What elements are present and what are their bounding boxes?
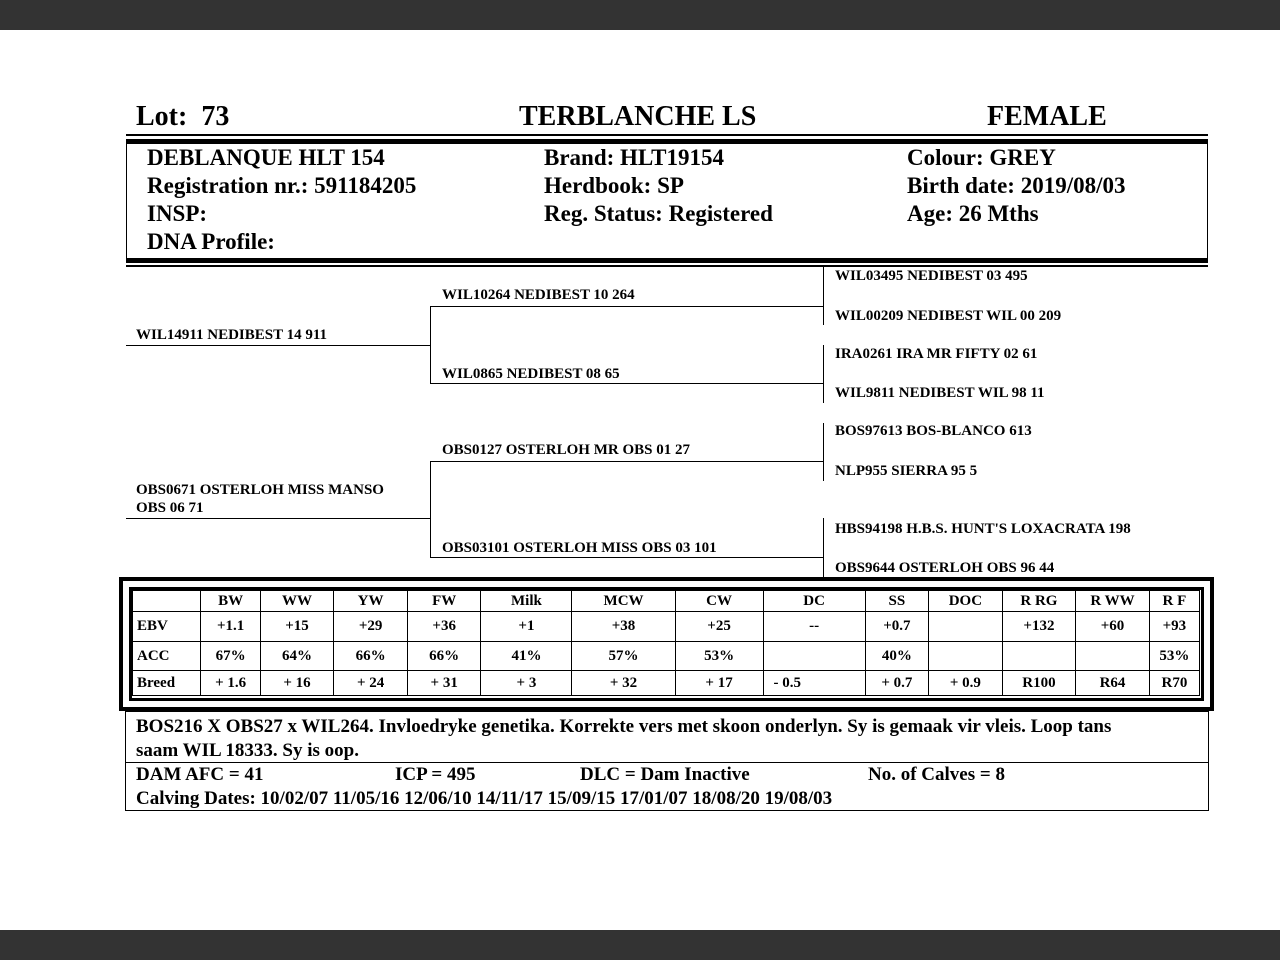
- sd-line: [430, 383, 823, 384]
- header-rule-thin: [126, 134, 1208, 136]
- info-box-left-border: [126, 139, 127, 259]
- breed-cell: + 17: [675, 671, 763, 696]
- breed-cell: + 24: [334, 671, 408, 696]
- ebv-cell: --: [763, 612, 865, 642]
- pedigree-rule-thick: [126, 258, 1208, 263]
- ebv-header-cell: WW: [260, 591, 334, 612]
- insp-label: INSP:: [147, 201, 208, 226]
- ebv-cell: +0.7: [865, 612, 928, 642]
- breed-cell: + 0.9: [929, 671, 1003, 696]
- pedigree-dam-code: OBS 06 71: [136, 500, 204, 516]
- ebv-header-cell: Milk: [481, 591, 572, 612]
- pedigree-dds: HBS94198 H.B.S. HUNT'S LOXACRATA 198: [835, 521, 1131, 537]
- sex-label: FEMALE: [987, 101, 1107, 132]
- acc-cell: 67%: [201, 642, 260, 671]
- colour: Colour: GREY: [907, 145, 1056, 170]
- acc-cell: 66%: [407, 642, 481, 671]
- acc-cell: [763, 642, 865, 671]
- ebv-cell: +1.1: [201, 612, 260, 642]
- pedigree-dam-dam: OBS03101 OSTERLOH MISS OBS 03 101: [442, 540, 717, 556]
- ebv-header-cell: DC: [763, 591, 865, 612]
- icp: ICP = 495: [395, 764, 476, 785]
- lot-label: Lot:: [136, 101, 188, 132]
- breed-cell: R70: [1149, 671, 1199, 696]
- ebv-cell: +38: [572, 612, 675, 642]
- sire-line: [126, 345, 430, 346]
- ebv-header-cell: FW: [407, 591, 481, 612]
- acc-cell: 40%: [865, 642, 928, 671]
- breed-cell: + 3: [481, 671, 572, 696]
- herdbook: Herdbook: SP: [544, 173, 684, 198]
- sire-bracket: [430, 306, 431, 384]
- pedigree-sss: WIL03495 NEDIBEST 03 495: [835, 268, 1028, 284]
- ebv-header-row: [133, 591, 1200, 612]
- header-rule-thick: [126, 139, 1208, 144]
- ebv-header-cell: BW: [201, 591, 260, 612]
- ebv-header-cell: R RG: [1002, 591, 1076, 612]
- ebv-cell: [929, 612, 1003, 642]
- dam-bracket: [430, 461, 431, 557]
- breed-cell: R64: [1076, 671, 1150, 696]
- viewer-top-bar: [0, 0, 1280, 30]
- acc-cell: [929, 642, 1003, 671]
- breeder-name: TERBLANCHE LS: [519, 101, 757, 132]
- sd-bracket: [823, 345, 824, 403]
- ebv-table: [132, 590, 1200, 696]
- ebv-header-cell: DOC: [929, 591, 1003, 612]
- lot-heading: [136, 101, 229, 133]
- birth-date: Birth date: 2019/08/03: [907, 173, 1126, 198]
- ebv-header-cell: SS: [865, 591, 928, 612]
- pedigree-dam: OBS0671 OSTERLOH MISS MANSO: [136, 482, 384, 498]
- ebv-table-inner-frame: [129, 587, 1204, 701]
- pedigree-rule-thin: [126, 265, 1208, 267]
- breed-row: [133, 671, 1200, 696]
- pedigree-dsd: NLP955 SIERRA 95 5: [835, 463, 978, 479]
- brand: Brand: HLT19154: [544, 145, 725, 170]
- registration-status: Reg. Status: Registered: [544, 201, 773, 226]
- dam-line: [126, 518, 430, 519]
- dd-bracket: [823, 518, 824, 578]
- pedigree-sire: WIL14911 NEDIBEST 14 911: [136, 327, 328, 343]
- ebv-header-cell: [133, 591, 201, 612]
- breed-row-label: Breed: [133, 671, 201, 696]
- pedigree-ssd: WIL00209 NEDIBEST WIL 00 209: [835, 308, 1062, 324]
- breed-cell: + 16: [260, 671, 334, 696]
- dam-afc: DAM AFC = 41: [136, 764, 264, 785]
- acc-row: [133, 642, 1200, 671]
- pedigree-sire-dam: WIL0865 NEDIBEST 08 65: [442, 366, 620, 382]
- acc-cell: [1076, 642, 1150, 671]
- ebv-cell: +15: [260, 612, 334, 642]
- dlc: DLC = Dam Inactive: [580, 764, 750, 785]
- registration-number: Registration nr.: 591184205: [147, 173, 417, 198]
- comments-box: [125, 711, 1209, 763]
- breed-cell: - 0.5: [763, 671, 865, 696]
- ebv-header-cell: YW: [334, 591, 408, 612]
- ebv-cell: +1: [481, 612, 572, 642]
- acc-cell: 53%: [675, 642, 763, 671]
- ebv-cell: +25: [675, 612, 763, 642]
- acc-cell: 41%: [481, 642, 572, 671]
- pedigree-dss: BOS97613 BOS-BLANCO 613: [835, 423, 1032, 439]
- ss-line: [430, 306, 823, 307]
- ebv-cell: +60: [1076, 612, 1150, 642]
- dd-line: [430, 557, 823, 558]
- ebv-table-frame: [119, 577, 1214, 711]
- acc-row-label: ACC: [133, 642, 201, 671]
- breed-cell: + 0.7: [865, 671, 928, 696]
- ebv-cell: +93: [1149, 612, 1199, 642]
- pedigree-sire-sire: WIL10264 NEDIBEST 10 264: [442, 287, 635, 303]
- info-box-right-border: [1207, 139, 1208, 259]
- ds-line: [430, 461, 823, 462]
- acc-cell: 53%: [1149, 642, 1199, 671]
- acc-cell: [1002, 642, 1076, 671]
- ebv-cell: +29: [334, 612, 408, 642]
- viewer-bottom-bar: [0, 930, 1280, 960]
- ebv-header-cell: MCW: [572, 591, 675, 612]
- acc-cell: 66%: [334, 642, 408, 671]
- ebv-row: [133, 612, 1200, 642]
- breed-cell: + 31: [407, 671, 481, 696]
- pedigree-sdd: WIL9811 NEDIBEST WIL 98 11: [835, 385, 1045, 401]
- animal-name: DEBLANQUE HLT 154: [147, 145, 385, 170]
- ss-bracket: [823, 267, 824, 325]
- acc-cell: 57%: [572, 642, 675, 671]
- pedigree-ddd: OBS9644 OSTERLOH OBS 96 44: [835, 560, 1055, 576]
- ebv-cell: +36: [407, 612, 481, 642]
- breed-cell: + 1.6: [201, 671, 260, 696]
- lot-number: 73: [201, 101, 230, 132]
- breed-cell: R100: [1002, 671, 1076, 696]
- ebv-header-cell: R F: [1149, 591, 1199, 612]
- number-of-calves: No. of Calves = 8: [868, 764, 1005, 785]
- pedigree-sds: IRA0261 IRA MR FIFTY 02 61: [835, 346, 1038, 362]
- calving-dates: Calving Dates: 10/02/07 11/05/16 12/06/10 14/11/17 15/09/15 17/01/07 18/08/20 19/08/03: [136, 788, 833, 809]
- age: Age: 26 Mths: [907, 201, 1039, 226]
- ebv-header-cell: CW: [675, 591, 763, 612]
- acc-cell: 64%: [260, 642, 334, 671]
- ebv-cell: +132: [1002, 612, 1076, 642]
- breed-cell: + 32: [572, 671, 675, 696]
- pedigree-dam-sire: OBS0127 OSTERLOH MR OBS 01 27: [442, 442, 690, 458]
- comment-line-2: saam WIL 18333. Sy is oop.: [136, 740, 359, 761]
- ebv-row-label: EBV: [133, 612, 201, 642]
- comment-line-1: BOS216 X OBS27 x WIL264. Invloedryke genetika. Korrekte vers met skoon onderlyn. Sy is gemaak vir vleis. Loop tans: [136, 716, 1112, 737]
- ds-bracket: [823, 423, 824, 481]
- dna-profile-label: DNA Profile:: [147, 229, 275, 254]
- dam-stats-box: [125, 762, 1209, 811]
- ebv-header-cell: R WW: [1076, 591, 1150, 612]
